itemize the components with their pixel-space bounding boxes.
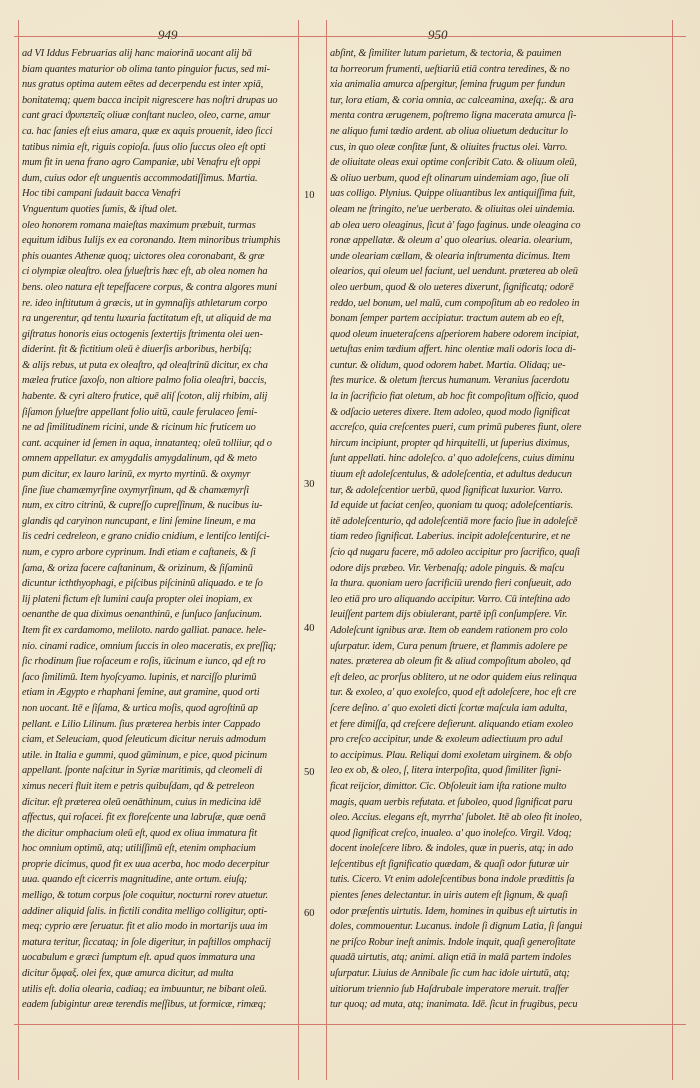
text-line: bonam ſemper partem accipiatur. tractum autem ab eo eſt, xyxy=(330,313,565,325)
text-line: ſtes murice. & oletum ſtercus humanum. Veranius ſacerdotu xyxy=(330,375,570,387)
text-line: ab olea uero oleaginus, ſicut à' fago faginus. unde oleagina co xyxy=(330,219,581,231)
text-line: leo etiā pro uro aliquando accipitur. Varro. Cū inteſtina ado xyxy=(330,593,570,605)
text-line: menta contra ærugenem, poſtremo ligna macerata amurca ſi- xyxy=(330,110,577,122)
text-line: tur. & exoleo, a' quo exoleſco, quod eſt adoleſcere, hoc eſt cre xyxy=(330,687,577,699)
text-line: pientes ſenes delectantur. in uiris autem eſt ſignum, & quaſi xyxy=(330,890,568,902)
right-text-column xyxy=(330,46,668,1013)
text-line: ſaco ſimilimū. Item hyoſcyamo. lupinis, et narciſſo plurimū xyxy=(22,671,257,683)
text-line: oleam ne ſtringito, ne'ue uerberato. & oliuitas olei uindemia. xyxy=(330,203,575,215)
text-line: utilis eſt. dolia olearia, cadiaq; ea imbuuntur, ne bibant oleū. xyxy=(22,983,267,995)
text-line: tutis. Cicero. Vt enim adoleſcentibus bona indole prædittis ſa xyxy=(330,874,575,886)
text-line: equitum idibus Iulijs ex ea coronando. Item minoribus triumphis xyxy=(22,235,281,247)
text-line: num, e cypro arbore cyprinum. Indi etiam e caſtaneis, & ſi xyxy=(22,547,256,558)
text-line: la in ſacrificio fiat oletum, ab hoc fit compoſitum oſficio, quod xyxy=(330,391,579,403)
text-line: odor præſentis uirtutis. Idem, homines in quibus eſt uirtutis in xyxy=(330,905,578,917)
text-line: ne priſco Robur ineſt animis. Indole inquit, quaſi generoſitate xyxy=(330,936,576,948)
text-line: eſt deleo, ac prorſus oblitero, ut ne odor quidem eius relinqua xyxy=(330,671,577,683)
text-line: itē adoleſcenturio, qd adoleſcentiā more facio ſiue in adoleſcē xyxy=(330,515,578,527)
text-line: leuiſſent partem dijs obiulerant, partē ipſi conſumpſere. Vir. xyxy=(330,609,568,621)
text-line: lij plateni fictum eſt lumini cauſa propter olei inopiam, ex xyxy=(22,593,253,605)
text-line: nates. præterea ab oleum fit & aliud compoſitum aboleo, qd xyxy=(330,656,571,668)
text-line: pro creſco accipitur, unde & exoleum adiectiuum pro adul xyxy=(330,734,563,746)
text-line: uitiorum triennio ſub Haſdrubale imperatore meruit. traſfer xyxy=(330,983,569,995)
text-line: ra ungerentur, qd tentu luxuria factitatum eſt, ut aliquid de ma xyxy=(22,313,272,325)
text-line: utile. in Italia e gummi, quod gūminum, e pice, quod picinum xyxy=(22,749,267,761)
line-number: 50 xyxy=(304,767,315,778)
text-line: ficat reijcior, dimittor. Cic. Obſoleuit iam iſta ratione multo xyxy=(330,780,567,792)
text-line: la thura. quoniam uero ſacrificiū urendo fieri conſueuit, ado xyxy=(330,578,572,590)
text-line: bonitatemq; quem bacca incipit nigrescere has noſtri drupas uo xyxy=(22,94,278,106)
text-line: oenanthe de qua diximus oenanthinū, e ſunſuco ſanſucinum. xyxy=(22,609,262,621)
text-line: bens. oleo natura eſt tepeſfacere corpus, & contra algores muni xyxy=(22,281,277,293)
text-line: unde oleariam cællam, & olearia inſtrumenta dicimus. Item xyxy=(330,250,570,262)
text-line: appellant. ſponte naſcitur in Syriæ maritimis, qd cleomeli di xyxy=(22,765,263,777)
text-line: & odſacio ueteres dixere. Item adoleo, quod modo ſignificat xyxy=(330,406,570,418)
top-rule xyxy=(14,36,686,37)
folio-right: 950 xyxy=(428,27,448,42)
text-line: dum, cuius odor eſt unguentis accommodatiſſimus. Martia. xyxy=(22,172,258,184)
text-line: olearios, qui oleum uel faciunt, uel uendunt. præterea ab oleū xyxy=(330,266,578,278)
text-line: mælea frutice ſaxoſo, non altiore palmo folia oleaſtri, baccis, xyxy=(22,375,267,387)
left-outer-rule xyxy=(18,20,19,1080)
text-line: hircum incipiunt, propter qd hirquitelli, ut ſuperius diximus, xyxy=(330,437,570,449)
text-line: docent inoleſcere libro. & indoles, quæ in pueris, atq; in ado xyxy=(330,843,574,855)
text-line: lis cedri cedreleon, e grano cnidio cnidium, e lentiſco lentiſci- xyxy=(22,531,270,543)
text-line: ad VI Iddus Februarias alij hanc maiorinā uocant alij bā xyxy=(22,48,252,59)
text-line: xia animalia amurca aſpergitur, ſemina frugum per fundun xyxy=(330,79,565,91)
text-line: de oliuitate oleas exui optime conſcribit Cato. & oliuum oleū, xyxy=(330,157,577,169)
text-line: matura teritur, ſiccataq; in ſole digeritur, in paſtillos omphacij xyxy=(22,936,271,948)
line-number: 30 xyxy=(304,479,315,490)
text-line: leſcentibus eſt ſignificatio quædam, & quaſi odor futuræ uir xyxy=(330,858,569,870)
text-line: & oliuo uerbum, quod eſt olinarum uindemiam ago, ſiue oli xyxy=(330,172,569,184)
text-line: et fere dimiſſa, qd creſcere deſierunt. aliquando etiam exoleo xyxy=(330,718,573,730)
text-line: tiuum eſt adoleſcentulus, & adoleſcentia, et adultus deducun xyxy=(330,469,572,481)
text-line: cuntur. & olidum, quod odorem habet. Martia. Olidaq; ue- xyxy=(330,359,566,371)
text-line: uas colligo. Plynius. Quippe oliuantibus lex antiquiſſima fuit, xyxy=(330,188,576,200)
text-line: affectus, qui roſacei. fit ex floreſcente una labruſæ, quæ oenā xyxy=(22,812,266,824)
text-line: Adoleſcunt ignibus aræ. Item ob eandem rationem pro colo xyxy=(330,624,568,636)
text-line: Vnguentum quoties ſumis, & iſtud olet. xyxy=(22,203,178,215)
text-line: tiam redeo ſignificat. Laberius. incipit adoleſcenturire, et ne xyxy=(330,531,571,543)
text-line: Id equide ut faciat cenſeo, quoniam tu quoq; adoleſcentiaris. xyxy=(330,500,574,512)
text-line: ta horreorum frumenti, ueſtiariū etiā contra teredines, & no xyxy=(330,63,570,75)
text-line: ſcio qd nugaru facere, mō adoleo accipitur pro ſacrifico, quaſi xyxy=(330,547,580,558)
text-line: tur, & adoleſcentior uerbū, quod ſignificat luxurior. Varro. xyxy=(330,484,563,496)
text-line: re. ideo inſtitutum à græcis, ut in gymnaſijs athletarum corpo xyxy=(22,297,268,309)
text-line: dicuntur icththyophagi, e piſcibus piſcininū aliquado. e te ſo xyxy=(22,578,263,590)
text-line: pellant. e Lilio Lilinum. ſius præterea herbis inter Cappado xyxy=(22,718,261,730)
text-line: leo ex ob, & oleo, ſ, litera interpoſita, quod ſimiliter ſigni- xyxy=(330,765,562,777)
text-line: accreſco, quia creſcentes pueri, cum primū puberes fiunt, olere xyxy=(330,422,582,434)
text-line: eadem ſubigintur areæ terendis meſſibus, ut formicæ, rimæq; xyxy=(22,999,267,1011)
text-line: tur quoq; ad muta, atq; inanimata. Idē. ſicut in frugibus, pecu xyxy=(330,999,578,1011)
text-line: ciam, et Seleuciam, quod ſeleuticum dicitur neruis admodum xyxy=(22,734,266,746)
text-line: uſurpatur. idem, Cura penum ſtruere, et flammis adolere pe xyxy=(330,640,568,652)
text-line: uua. quando eſt cicerris magnitudine, ante ortum. eiuſq; xyxy=(22,874,248,886)
text-line: non uocant. Itē e ſiſama, & urtica moſis, quod agroſtinū ap xyxy=(22,702,258,714)
text-line: hoc omnium optimū, atq; utiliſſimū eſt, etenim omphacium xyxy=(22,843,256,855)
text-line: ſunt appellati. hinc adoleſco. a' quo adoleſcens, cuius diminu xyxy=(330,453,575,465)
text-line: glandis qd caryinon nuncupant, e lini ſemine lineum, e ma xyxy=(22,515,256,527)
right-column-rule xyxy=(326,20,327,1080)
text-line: ſcere deſino. a' quo exoleti dicti ſcortæ maſcula iam adulta, xyxy=(330,702,568,714)
text-line: phis ouantes Athenæ quoq; uictores olea coronabant, & græ xyxy=(22,250,265,262)
text-line: oleo. Accius. elegans eſt, myrrha' ſubolet. Itē ab oleo fit inoleo, xyxy=(330,812,582,824)
text-line: ne ad ſimilitudinem ricini, unde & ricinum hic fruticem uo xyxy=(22,422,256,434)
text-line: nio. cinami radice, omnium ſuccis in oleo maceratis, ex preſſiq; xyxy=(22,640,277,652)
text-line: Hoc tibi campani ſudauit bacca Venafri xyxy=(22,188,181,200)
text-line: uocabulum e græci ſumptum eſt. apud quos immatura una xyxy=(22,952,256,964)
text-line: uſurpatur. Liuius de Annibale ſic cum hac idole uirtutū, atq; xyxy=(330,968,570,980)
text-line: Item fit ex cardamomo, meliloto. nardo galliat. panace. hele- xyxy=(22,624,267,636)
text-line: ſama, & oriza facere caſtaninum, & orizinum, & ſiſaminū xyxy=(22,562,253,574)
text-line: to accipimus. Plau. Reliqui domi exoletam uirginem. & obſo xyxy=(330,749,572,761)
text-line: ſine ſiue chamæmyrſine oxymyrſinum, qd & chamæmyrſi xyxy=(22,484,249,496)
text-line: oleo uerbum, quod & olo ueteres dixerunt, ſignificatq; odorē xyxy=(330,281,574,293)
text-line: ca. hac ſanies eſt eius amara, quæ ex aquis prouenit, ideo ſicci xyxy=(22,125,273,137)
text-line: dicitur ὄμφαξ. olei fex, quæ amurca dicitur, ad multa xyxy=(22,968,234,980)
text-line: ci olympiæ oleaſtro. olea ſylueſtris hæc eſt, ab olea nomen ha xyxy=(22,266,268,278)
text-line: tur, lora etiam, & coria omnia, ac calceamina, axeſq;. & ara xyxy=(330,94,574,106)
text-line: oleo honorem romana maieſtas maximum præbuit, turmas xyxy=(22,219,256,231)
text-line: quod ſignificat creſco, inualeo. a' quo inoleſco. Virgil. Vdoq; xyxy=(330,827,572,839)
line-number: 10 xyxy=(304,190,315,201)
text-line: doles, commouentur. Lucanus. indole ſi dignum Latia, ſi ſangui xyxy=(330,921,583,933)
text-line: omnem appellatur. ex amygdalis amygdalinum, qd & meto xyxy=(22,453,257,465)
text-line: reddo, uel bonum, uel malū, cum compoſitum ab eo redoleo in xyxy=(330,297,580,309)
text-line: mum fit in uena frano agro Campaniæ, ubi Venafru eſt oppi xyxy=(22,157,261,169)
text-line: cus, in quo oleæ conſitæ ſunt, & oliuites fructus olei. Varro. xyxy=(330,141,568,153)
text-line: diderint. fit & fictitium oleū è diuerſis arboribus, herbiſq; xyxy=(22,344,252,356)
text-line: ſic rhodinum ſiue roſaceum e roſis, iūcinum e iunco, qd eſt ro xyxy=(22,656,266,668)
text-line: proprie dicimus, quod fit ex uua acerba, hoc modo decerpitur xyxy=(22,858,270,870)
text-line: ne aliquo fumi tædio ardent. ab oliua oliuetum deducitur lo xyxy=(330,125,568,137)
text-line: quadā uirtutis, atq; animi. aliqn etiā in malā partem indoles xyxy=(330,952,572,964)
text-line: tatibus nimia eſt, riguis copioſa. ſuus olio ſuccus oleo eſt opti xyxy=(22,141,266,153)
text-line: habente. & cyri altero frutice, quē aliſ ſcoton, alij rhibim, alij xyxy=(22,391,268,403)
text-line: magis, quam uerbis refutata. et ſuboleo, quod ſignificat paru xyxy=(330,796,573,808)
text-line: & alijs rebus, ut puta ex oleaſtro, qd oleaſtrinū dicitur, ex cha xyxy=(22,359,268,371)
text-line: ximus neceri fluit item e petris quibuſdam, qd & petreleon xyxy=(22,780,255,792)
text-line: meq; cyprio ære ſeruatur. fit et alio modo in mortarijs uua im xyxy=(22,921,268,933)
text-line: num, ex citro citrinū, & cupreſſo cupreſſinum, & nucibus iu- xyxy=(22,500,263,512)
text-line: quod oleum inueteraſcens aſperiorem habere odorem incipiat, xyxy=(330,328,579,340)
text-line: etiam in Ægypto e rhaphani ſemine, aut gramine, quod orti xyxy=(22,687,260,699)
text-line: odore dijs præbeo. Vir. Verbenaſq; adole pinguis. & maſcu xyxy=(330,562,565,574)
text-line: abſint, & ſimiliter lutum parietum, & tectoria, & pauimen xyxy=(330,48,562,59)
text-line: ſiſamon ſylueſtre appellant folio uitū, caule ferulaceo ſemi- xyxy=(22,406,258,418)
bottom-rule xyxy=(14,1024,686,1025)
right-outer-rule xyxy=(672,20,673,1080)
text-line: cant. acquiner id ſemen in aqua, innatanteq; oleū tolliiur, qd o xyxy=(22,437,272,449)
text-line: giſtratus honoris eius octogenis ſextertijs ſtrimenta olei uen- xyxy=(22,328,263,340)
line-number: 40 xyxy=(304,623,315,634)
text-line: nus gratus optima autem eētes ad decerpendu est inter xpiā, xyxy=(22,79,264,91)
text-line: the dicitur omphacium oleū eſt, quod ex oliua immatura fit xyxy=(22,827,257,839)
text-line: cant graci ϑρυπεπεῖς oliuæ conſtant nucleo, oleo, carne, amur xyxy=(22,110,271,122)
text-line: melligo, & totum corpus ſole coquitur, nocturni rorev atuetur. xyxy=(22,890,268,902)
text-line: biam quantes maturior ob olima tanto pinguior fucus, sed mi- xyxy=(22,63,270,75)
line-number: 60 xyxy=(304,908,315,919)
text-line: addiner aliquid ſalis. in fictili condita melligo colligitur, opti- xyxy=(22,905,268,917)
left-text-column xyxy=(22,46,300,1013)
text-line: dicitur. eſt præterea oleū oenāthinum, cuius in medicina idē xyxy=(22,796,261,808)
folio-left: 949 xyxy=(158,27,178,42)
text-line: uetuſtas enim tædium affert. hinc olentiæ mali odoris loca di- xyxy=(330,344,576,356)
text-line: pum dicitur, ex lauro larinū, ex myrto myrtinū. & oxymyr xyxy=(22,469,251,481)
text-line: ronæ appellatæ. & oleum a' quo olearius. olearia. olearium, xyxy=(330,235,573,247)
